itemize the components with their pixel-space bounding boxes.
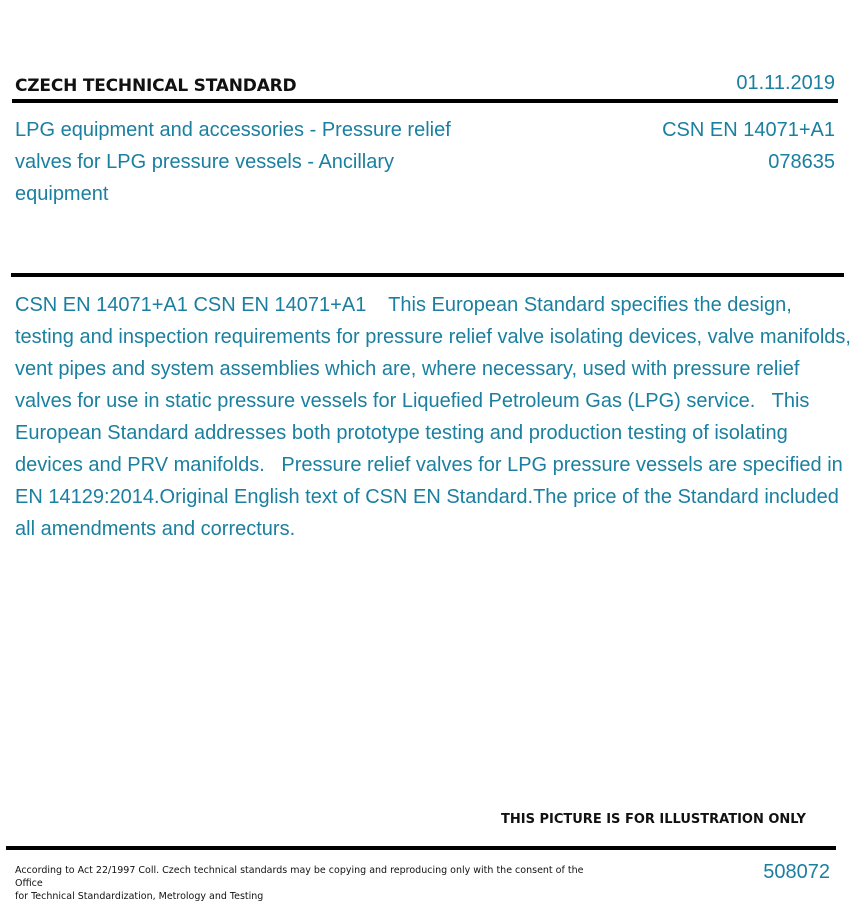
standard-code: CSN EN 14071+A1 — [662, 119, 835, 141]
footer-legal-note: According to Act 22/1997 Coll. Czech technical standards may be copying and reproducing only with the consent of the Office for Technical Standardization, Metrology and Testing — [15, 865, 584, 902]
header-date: 01.11.2019 — [736, 72, 835, 94]
middle-divider — [11, 273, 844, 277]
standard-identifiers — [662, 114, 835, 178]
catalog-number: 078635 — [768, 151, 835, 173]
standard-title: LPG equipment and accessories - Pressure relief valves for LPG pressure vessels - Ancillary equipment — [15, 119, 451, 205]
top-divider — [12, 99, 838, 103]
bottom-divider — [6, 846, 836, 850]
illustration-note: THIS PICTURE IS FOR ILLUSTRATION ONLY — [501, 812, 806, 827]
header-title: CZECH TECHNICAL STANDARD — [15, 76, 297, 96]
footer-code: 508072 — [763, 861, 830, 883]
standard-description: CSN EN 14071+A1 CSN EN 14071+A1 This European Standard specifies the design, testing and inspection requirements for pressure relief valve isolating devices, valve manifolds, vent pipes and system assemblies which are, where necessary, used with pressure relief valves for use in static pressure vessels for Liquefied Petroleum Gas (LPG) service. This European Standard addresses both prototype testing and production testing of isolating devices and PRV manifolds. Pressure relief valves for LPG pressure vessels are specified in EN 14129:2014.Original English text of CSN EN Standard.The price of the Standard included all amendments and correcturs. — [15, 294, 857, 540]
